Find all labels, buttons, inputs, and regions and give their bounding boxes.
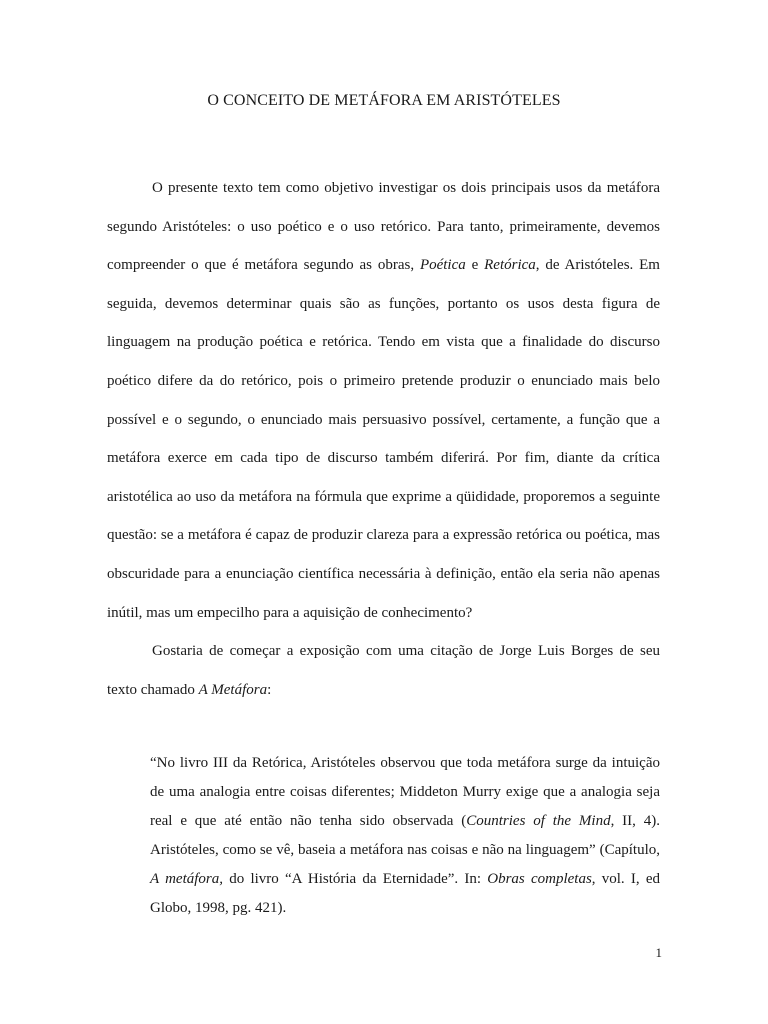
paragraph-intro-text-a: O presente texto tem como objetivo investigar os dois principais usos da metáfora segundo Aristóteles: o uso poético e o uso retórico. Para tanto, primeiramente, devemos compreender o que é metáfora segundo as obras, bbox=[107, 180, 660, 274]
quote-text-d: , vol. I, ed Globo, 1998, pg. 421). bbox=[150, 871, 661, 916]
block-quote bbox=[150, 749, 660, 923]
quote-italic-obras: Obras completas bbox=[487, 871, 592, 887]
document-title: O CONCEITO DE METÁFORA EM ARISTÓTELES bbox=[207, 92, 561, 109]
quote-paragraph bbox=[150, 749, 660, 923]
paragraph-borges-text-b: : bbox=[267, 681, 272, 698]
paragraph-borges-italic-title: A Metáfora bbox=[198, 681, 268, 698]
paragraph-intro bbox=[107, 169, 660, 632]
document-body bbox=[107, 169, 660, 709]
paragraph-intro-italic-retorica: Retórica bbox=[484, 257, 536, 274]
quote-text-c: do livro “A História da Eternidade”. In: bbox=[223, 871, 488, 887]
quote-text-a: “No livro III da Retórica, Aristóteles observou que toda metáfora surge da intuição de uma analogia entre coisas diferentes; Middeton Murry exige que a analogia seja real e que até então não tenha sido observada ( bbox=[150, 755, 660, 829]
quote-italic-metafora: A metáfora, bbox=[150, 871, 224, 887]
page-number: 1 bbox=[655, 945, 662, 960]
paragraph-intro-text-b: e bbox=[465, 257, 485, 274]
paragraph-intro-italic-poetica: Poética bbox=[419, 257, 466, 274]
quote-text-b: , II, 4). Aristóteles, como se vê, baseia a metáfora nas coisas e não na linguagem” (Capítulo, bbox=[150, 813, 660, 858]
paragraph-borges-text-a: Gostaria de começar a exposição com uma citação de Jorge Luis Borges de seu texto chamado bbox=[107, 643, 660, 698]
paragraph-borges bbox=[107, 632, 660, 709]
quote-italic-countries: Countries of the Mind bbox=[466, 813, 611, 829]
paragraph-intro-text-c: , de Aristóteles. Em seguida, devemos determinar quais são as funções, portanto os usos desta figura de linguagem na produção poética e retórica. Tendo em vista que a finalidade do discurso poético difere da do retórico, pois o primeiro pretende produzir o enunciado mais belo possível e o segundo, o enunciado mais persuasivo possível, certamente, a função que a metáfora exerce em cada tipo de discurso também diferirá. Por fim, diante da crítica aristotélica ao uso da metáfora na fórmula que exprime a qüididade, proporemos a seguinte questão: se a metáfora é capaz de produzir clareza para a expressão retórica ou poética, mas obscuridade para a enunciação científica necessária à definição, então ela seria não apenas inútil, mas um empecilho para a aquisição de conhecimento? bbox=[107, 257, 660, 621]
